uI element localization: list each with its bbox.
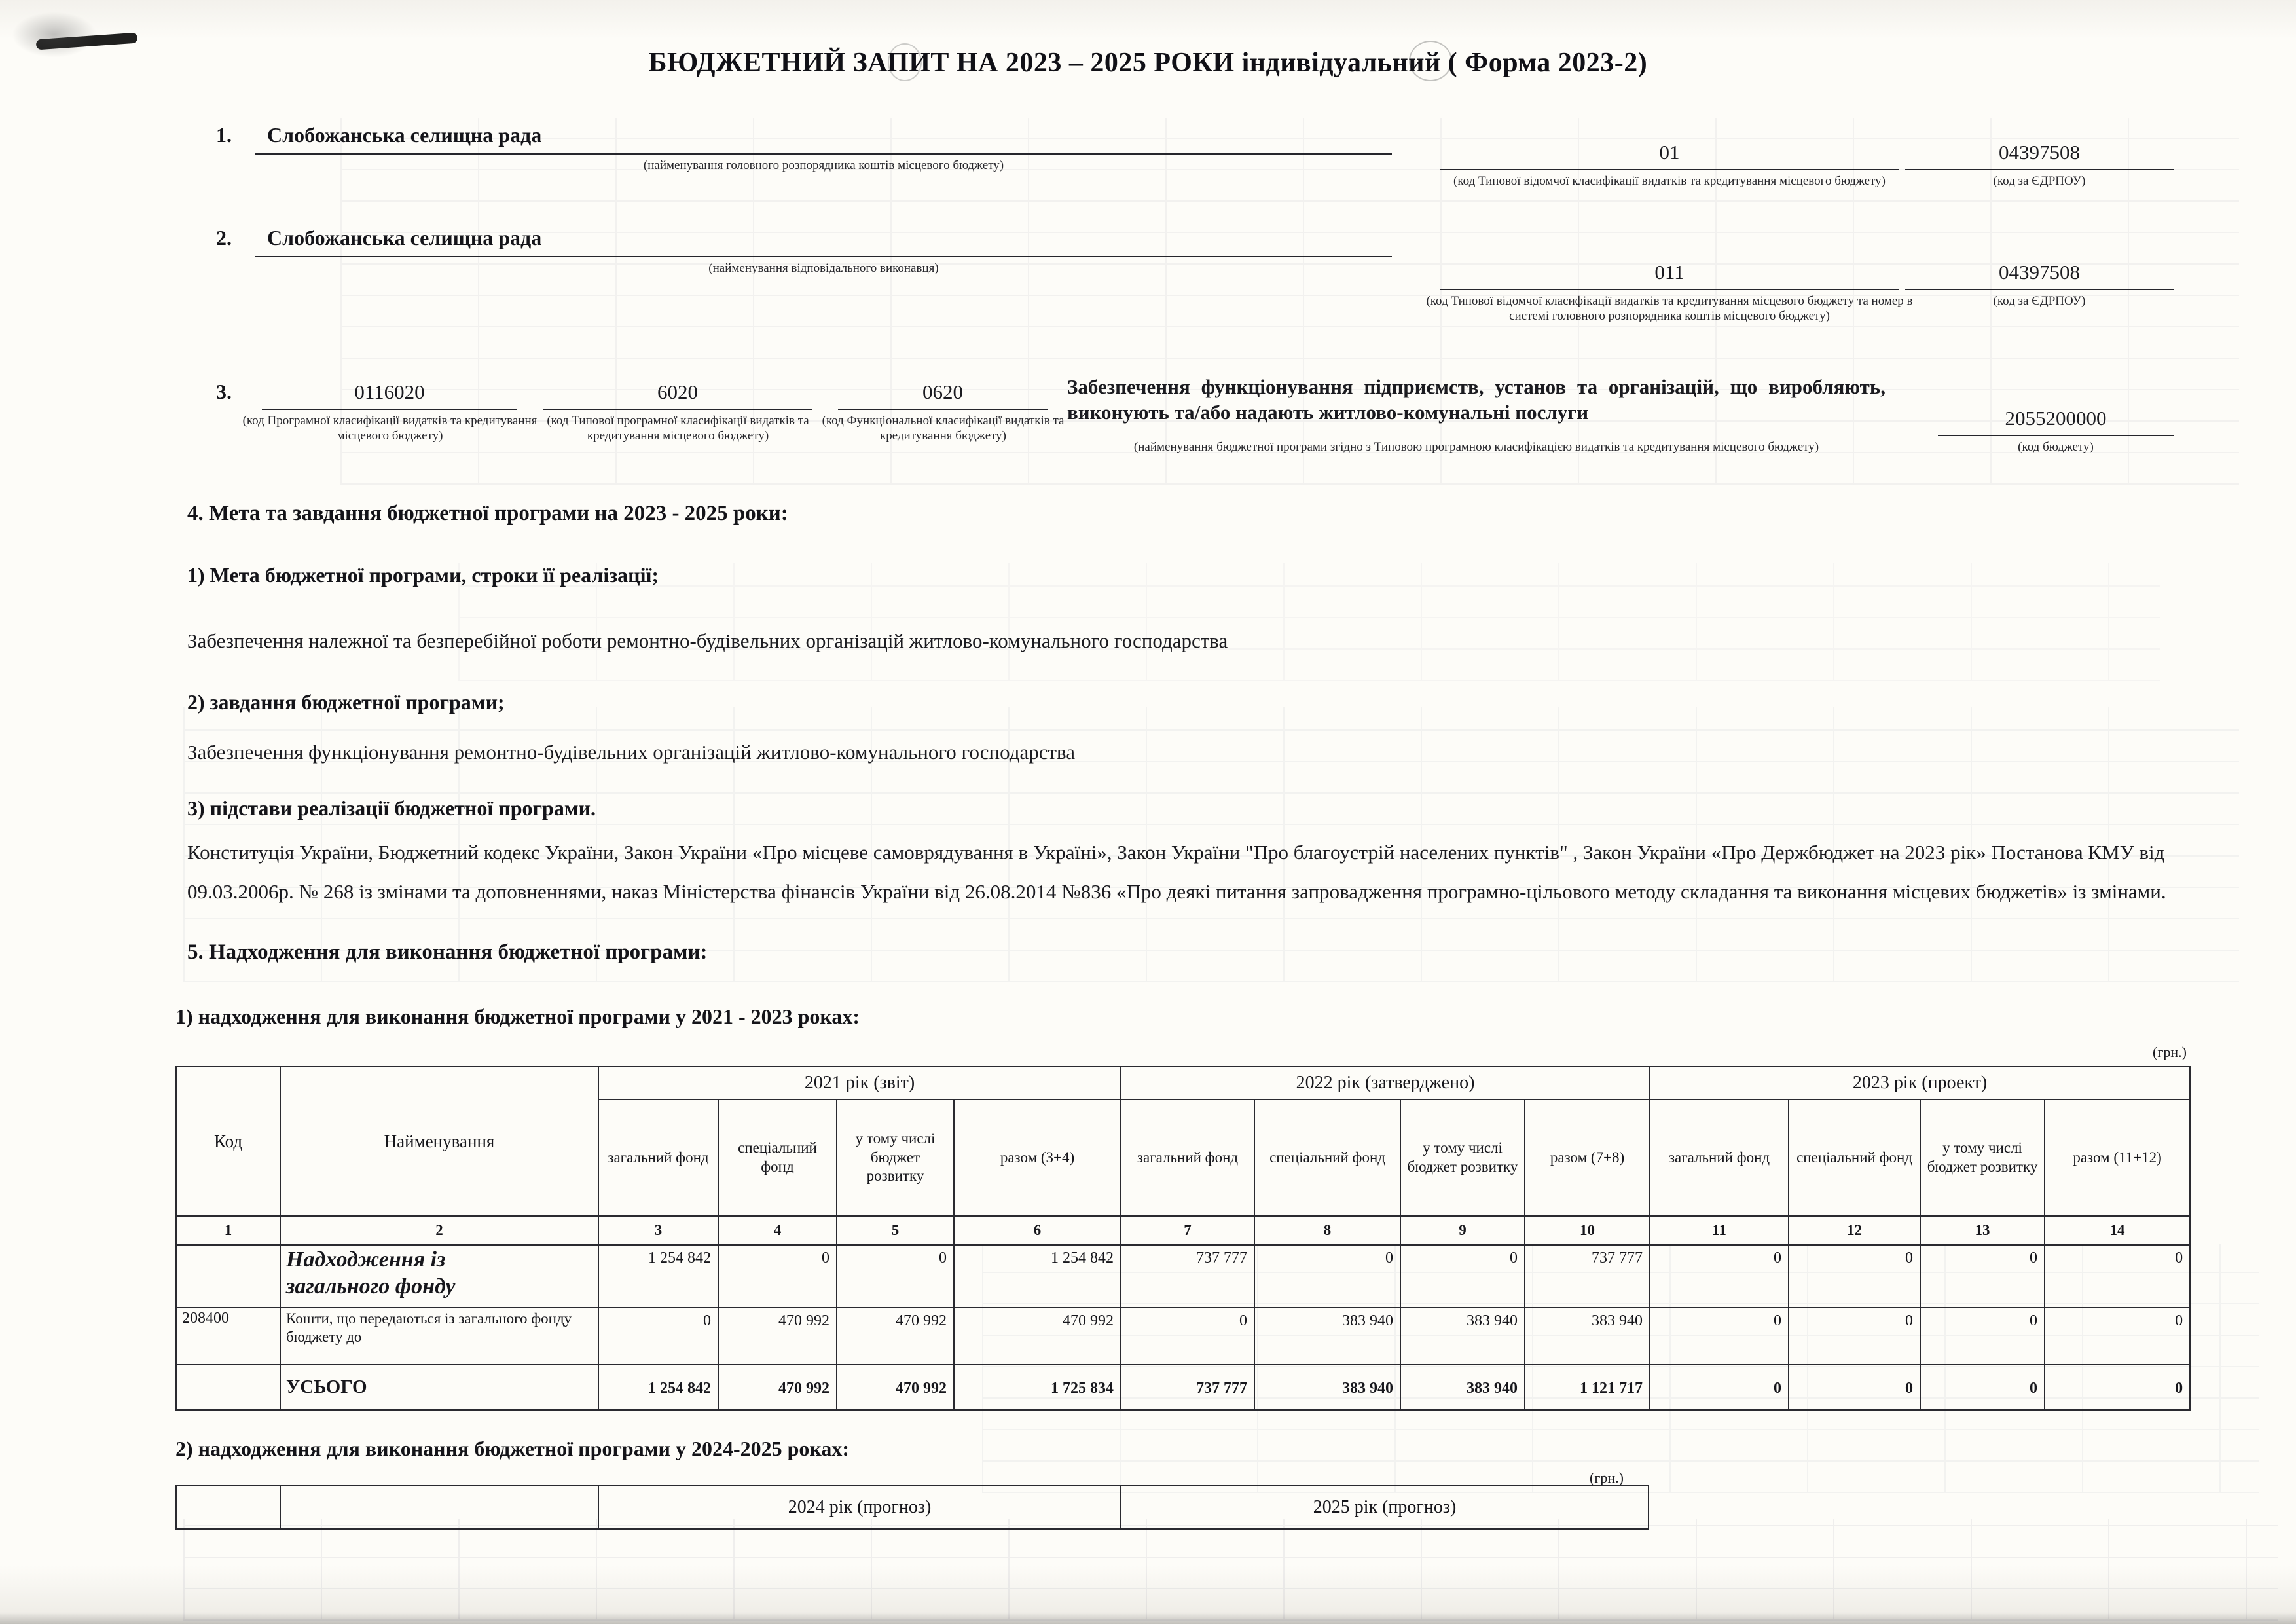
cell-value: 1 121 717 <box>1525 1365 1650 1410</box>
scan-edge <box>0 1612 2296 1624</box>
col-number: 8 <box>1254 1216 1400 1245</box>
cell-value: 1 725 834 <box>954 1365 1121 1410</box>
typical-program-code: 6020 <box>657 380 698 403</box>
cell-value: 0 <box>1650 1245 1789 1308</box>
sub-header: разом (7+8) <box>1525 1099 1650 1216</box>
cell-value: 0 <box>837 1245 954 1308</box>
cell-value: 0 <box>1254 1245 1400 1308</box>
cell-value: 0 <box>1650 1308 1789 1365</box>
budget-code: 2055200000 <box>2005 407 2107 430</box>
sub-header: загальний фонд <box>1650 1099 1789 1216</box>
group-header-2024: 2024 рік (прогноз) <box>598 1486 1121 1529</box>
main-spending-unit-name: Слобожанська селищна рада <box>267 123 542 147</box>
cell-value: 0 <box>2045 1245 2190 1308</box>
col-header-code: Код <box>176 1067 280 1216</box>
sub-header: спеціальний фонд <box>718 1099 837 1216</box>
field-line <box>1440 169 1899 170</box>
section-3-number: 3. <box>216 380 232 403</box>
bleed-through-ghost <box>183 1519 2278 1621</box>
section-4-heading: 4. Мета та завдання бюджетної програми на 2023 - 2025 роки: <box>187 502 788 525</box>
section-5-heading: 5. Надходження для виконання бюджетної програми: <box>187 940 708 964</box>
col-number: 10 <box>1525 1216 1650 1245</box>
section-2-edrpou-caption: (код за ЄДРПОУ) <box>1993 294 2086 308</box>
field-line <box>262 409 517 410</box>
col-number: 13 <box>1920 1216 2045 1245</box>
typical-program-caption: (код Типової програмної класифікації видатків та кредитування місцевого бюджету) <box>547 414 809 443</box>
main-spending-unit-caption: (найменування головного розпорядника коштів місцевого бюджету) <box>643 158 1004 172</box>
row-name: УСЬОГО <box>280 1365 598 1410</box>
currency-note-table1: (грн.) <box>2153 1044 2187 1060</box>
currency-note-table2: (грн.) <box>1590 1469 1624 1486</box>
col-number: 5 <box>837 1216 954 1245</box>
budget-program-name-caption: (найменування бюджетної програми згідно з Типовою програмною класифікацією видатків та кредитування місцевого бюджету) <box>1133 440 1819 454</box>
sub-header: разом (11+12) <box>2045 1099 2190 1216</box>
section-2-code: 011 <box>1654 261 1685 284</box>
col-number: 6 <box>954 1216 1121 1245</box>
group-header-2021: 2021 рік (звіт) <box>598 1067 1121 1099</box>
cell-value: 0 <box>1121 1308 1254 1365</box>
field-line <box>255 153 1392 155</box>
field-line <box>1938 435 2174 436</box>
bleed-through-ghost <box>458 563 2160 681</box>
grounds-label: 3) підстави реалізації бюджетної програми. <box>187 796 596 820</box>
cell-value: 0 <box>1789 1245 1920 1308</box>
tasks-label: 2) завдання бюджетної програми; <box>187 690 505 714</box>
field-line <box>838 409 1048 410</box>
cell-value: 0 <box>1650 1365 1789 1410</box>
cell-value: 383 940 <box>1400 1365 1525 1410</box>
tasks-text: Забезпечення функціонування ремонтно-будівельних організацій житлово-комунального господарства <box>187 741 1076 764</box>
cell-value: 0 <box>718 1245 837 1308</box>
row-name <box>280 1245 598 1308</box>
sub-header: у тому числі бюджет розвитку <box>1920 1099 2045 1216</box>
col-number: 3 <box>598 1216 718 1245</box>
empty-name-cell <box>280 1486 598 1529</box>
row-code <box>176 1245 280 1308</box>
cell-value: 470 992 <box>837 1308 954 1365</box>
cell-value: 470 992 <box>718 1365 837 1410</box>
budget-code-caption: (код бюджету) <box>2018 440 2094 454</box>
table-row-total <box>176 1365 2190 1410</box>
section-2-number: 2. <box>216 226 232 249</box>
cell-value: 383 940 <box>1400 1308 1525 1365</box>
section-1-code: 01 <box>1659 141 1680 164</box>
empty-code-cell <box>176 1486 280 1529</box>
cell-value: 1 254 842 <box>598 1245 718 1308</box>
table-row <box>176 1245 2190 1308</box>
cell-value: 1 254 842 <box>954 1245 1121 1308</box>
goal-text: Забезпечення належної та безперебійної роботи ремонтно-будівельних організацій житлово-комунального господарства <box>187 629 1228 652</box>
field-line <box>543 409 812 410</box>
field-line <box>255 256 1392 257</box>
functional-classification-caption: (код Функціональної класифікації видатків та кредитування бюджету) <box>822 414 1065 443</box>
section-5-sub1-label: 1) надходження для виконання бюджетної програми у 2021 - 2023 роках: <box>175 1005 860 1028</box>
sub-header: у тому числі бюджет розвитку <box>837 1099 954 1216</box>
cell-value: 383 940 <box>1254 1365 1400 1410</box>
col-number: 1 <box>176 1216 280 1245</box>
field-line <box>1440 289 1899 290</box>
sub-header: разом (3+4) <box>954 1099 1121 1216</box>
cell-value: 470 992 <box>718 1308 837 1365</box>
row-code: 208400 <box>176 1308 280 1365</box>
section-5-sub2-label: 2) надходження для виконання бюджетної програми у 2024-2025 роках: <box>175 1437 850 1460</box>
field-line <box>1905 169 2174 170</box>
incomes-table-2021-2023 <box>175 1066 2191 1411</box>
col-number: 11 <box>1650 1216 1789 1245</box>
sub-header: спеціальний фонд <box>1789 1099 1920 1216</box>
sub-header: у тому числі бюджет розвитку <box>1400 1099 1525 1216</box>
col-number: 12 <box>1789 1216 1920 1245</box>
cell-value: 1 254 842 <box>598 1365 718 1410</box>
cell-value: 383 940 <box>1254 1308 1400 1365</box>
section-1-number: 1. <box>216 123 232 147</box>
cell-value: 0 <box>1789 1365 1920 1410</box>
cell-value: 0 <box>2045 1308 2190 1365</box>
col-number: 7 <box>1121 1216 1254 1245</box>
field-line <box>1905 289 2174 290</box>
cell-value: 470 992 <box>954 1308 1121 1365</box>
col-number: 14 <box>2045 1216 2190 1245</box>
group-header-2025: 2025 рік (прогноз) <box>1121 1486 1649 1529</box>
responsible-executor-name: Слобожанська селищна рада <box>267 226 542 249</box>
page-title: БЮДЖЕТНИЙ ЗАПИТ НА 2023 – 2025 РОКИ індивідуальний ( Форма 2023-2) <box>648 48 1648 78</box>
grounds-text: Конституція України, Бюджетний кодекс України, Закон України «Про місцеве самоврядування в Україні», Закон України "Про благоустрій населених пунктів" , Закон України «Про Держбюджет на 2023 рік» Постанова КМУ від 09.03.2006р. № 268 із змінами та доповненнями, наказ Міністерства фінансів України від 26.08.2014 №836 «Про деякі питання запровадження програмно-цільового методу складання та виконання місцевих бюджетів» із змінами. <box>187 841 2166 904</box>
cell-value: 0 <box>1920 1308 2045 1365</box>
table-row <box>176 1308 2190 1365</box>
group-header-2023: 2023 рік (проект) <box>1650 1067 2190 1099</box>
cell-value: 0 <box>598 1308 718 1365</box>
incomes-table-2024-2025 <box>175 1485 1649 1530</box>
cell-value: 383 940 <box>1525 1308 1650 1365</box>
cell-value: 737 777 <box>1121 1365 1254 1410</box>
col-header-name: Найменування <box>280 1067 598 1216</box>
program-classification-caption: (код Програмної класифікації видатків та кредитування місцевого бюджету) <box>242 414 538 443</box>
cell-value: 470 992 <box>837 1365 954 1410</box>
sub-header: спеціальний фонд <box>1254 1099 1400 1216</box>
cell-value: 737 777 <box>1121 1245 1254 1308</box>
row-code <box>176 1365 280 1410</box>
budget-program-name: Забезпечення функціонування підприємств, установ та організацій, що виробляють, виконують та/або надають житлово-комунальні послуги <box>1067 375 1886 424</box>
col-number: 9 <box>1400 1216 1525 1245</box>
row-name: Кошти, що передаються із загального фонду бюджету до <box>280 1308 598 1365</box>
section-1-code-caption: (код Типової відомчої класифікації видатків та кредитування місцевого бюджету) <box>1453 174 1886 188</box>
sub-header: загальний фонд <box>1121 1099 1254 1216</box>
cell-value: 0 <box>1920 1365 2045 1410</box>
program-classification-code: 0116020 <box>354 380 425 403</box>
functional-classification-code: 0620 <box>922 380 963 403</box>
section-1-edrpou: 04397508 <box>1999 141 2080 164</box>
section-2-code-caption: (код Типової відомчої класифікації видатків та кредитування місцевого бюджету та номер в системі головного розпорядника коштів місцевого бюджету) <box>1426 294 1913 323</box>
group-header-2022: 2022 рік (затверджено) <box>1121 1067 1650 1099</box>
section-2-edrpou: 04397508 <box>1999 261 2080 284</box>
col-number: 2 <box>280 1216 598 1245</box>
responsible-executor-caption: (найменування відповідального виконавця) <box>708 261 939 275</box>
section-1-edrpou-caption: (код за ЄДРПОУ) <box>1993 174 2086 188</box>
cell-value: 737 777 <box>1525 1245 1650 1308</box>
col-number: 4 <box>718 1216 837 1245</box>
row-name-text: Надходження із загального фонду <box>286 1247 456 1299</box>
cell-value: 0 <box>1400 1245 1525 1308</box>
sub-header: загальний фонд <box>598 1099 718 1216</box>
cell-value: 0 <box>1789 1308 1920 1365</box>
goal-label: 1) Мета бюджетної програми, строки її реалізації; <box>187 563 659 587</box>
cell-value: 0 <box>2045 1365 2190 1410</box>
cell-value: 0 <box>1920 1245 2045 1308</box>
